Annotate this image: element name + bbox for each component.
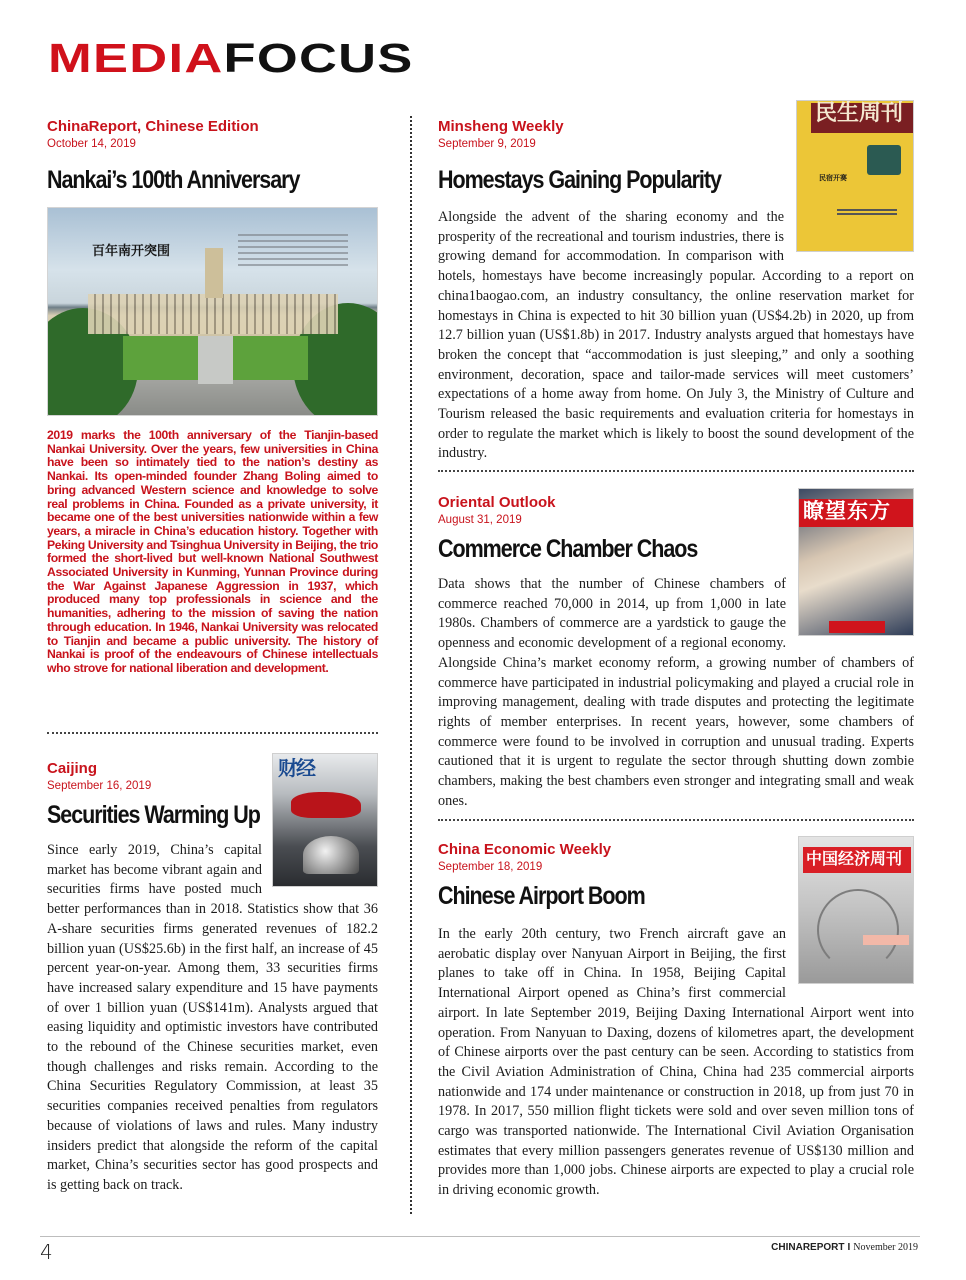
article-date: October 14, 2019 (47, 138, 136, 150)
article-body: Since early 2019, China’s capital market has become vibrant again and securities firms have posted much better performances than in 2018. Statistics show that 36 A-share securities firms generated revenues of 182.2 billion yuan (US$25.6b) in the first half, an increase of 45 percent year-on-year. Among them, 33 securities firms have increased salary expenditure and 15 have payments of over 1 billion yuan (US$141m). Analysts argued that easing liquidity and optimistic investors have contributed to the rebound of the Chinese securities market, even though challenges and risks remain. According to the China Securities Regulatory Commission, at least 35 securities companies received penalties from regulators because of violations of laws and rules. Many industry insiders predict that alongside the reform of the capital market, China’s securities sector has good prospects and is getting back on track. (47, 842, 378, 1193)
bell-illustration (303, 836, 359, 874)
article-source: China Economic Weekly (438, 841, 612, 858)
footer-separator: I (847, 1242, 851, 1253)
cover-logo: 民生周刊 (815, 100, 904, 126)
minsheng-cover-image (796, 100, 914, 252)
footer-brand: CHINAREPORT (771, 1242, 845, 1253)
cover-logo: 瞭望东方 (803, 498, 891, 523)
article-body-container (438, 488, 914, 811)
cover-title: 民宿开赛 (819, 174, 847, 182)
footer-rule (40, 1236, 920, 1237)
article-headline: Chinese Airport Boom (438, 882, 645, 910)
section-divider (438, 470, 914, 472)
article-body: Data shows that the number of Chinese chambers of commerce reached 70,000 in 2014, up from 1,000 in late 1980s. Chambers of commerce are a yardstick to gauge the openness and economic development of a regional economy. Alongside China’s market economy reform, a growing number of chambers of commerce have participated in industrial policymaking and played a crucial role in improving management, dealing with trade disputes and protecting the legitimate rights of member enterprises. In recent years, however, some chambers of commerce were found to be involved in corruption and unusual trading. Experts cautioned that it is urgent to regulate the sector through shutting down zombie chambers, making the best chambers even stronger and integrating small and weak ones. (438, 576, 914, 809)
masthead-focus: FOCUS (223, 35, 414, 81)
article-body-container (438, 836, 914, 1201)
article-source: Oriental Outlook (438, 494, 556, 511)
section-divider (47, 732, 378, 734)
article-headline: Nankai’s 100th Anniversary (47, 166, 300, 194)
article-headline: Commerce Chamber Chaos (438, 535, 698, 563)
article-headline: Securities Warming Up (47, 801, 260, 829)
footer-publication (771, 1242, 918, 1253)
china-economic-weekly-cover-image (798, 836, 914, 984)
article-date: September 16, 2019 (47, 780, 152, 792)
section-divider (438, 819, 914, 821)
footer-issue: November 2019 (853, 1242, 918, 1253)
column-divider (410, 116, 412, 1214)
caijing-cover-image (272, 753, 378, 887)
masthead-media: MEDIA (48, 35, 224, 81)
article-source: ChinaReport, Chinese Edition (47, 118, 259, 135)
article-source: Caijing (47, 760, 98, 777)
article-body: Alongside the advent of the sharing economy and the prosperity of the recreational and tourism industries, there is growing demand for accommodation. In comparison with hotels, homestays have become increasingly popular. According to a report on china1baogao.com, an industry consultancy, the online reservation market for homestays in China is expected to hit 30 billion yuan (US$4.2b) in 2020, up from 12.7 billion yuan (US$1.8b) in 2017. Industry analysts argued that homestays have broken the concept that “accommodation is just sleeping,” and only a soothing environment, decoration, space and tailor-made services will meet customers’ expectations of a home away from home. On July 3, the Ministry of Culture and Tourism released the basic requirements and evaluation criteria for homestays in order to regulate the market which is likely to boost the sound development of the industry. (438, 209, 914, 462)
article-body-container (438, 100, 914, 464)
article-date: September 9, 2019 (438, 138, 536, 150)
cover-logo: 财经 (278, 756, 314, 780)
oriental-outlook-cover-image (798, 488, 914, 636)
photo-caption: 百年南开突围 (92, 244, 171, 259)
cover-logo: 中国经济周刊 (806, 849, 903, 868)
photo-caption-text-lines (238, 230, 348, 270)
article-date: September 18, 2019 (438, 861, 543, 873)
page-number: 4 (40, 1240, 53, 1264)
article-body-container (47, 753, 378, 1196)
masthead-logo (48, 35, 414, 81)
article-body: In the early 20th century, two French aircraft gave an aerobatic display over Nanyuan Airport in Beijing, the first planes to take off in China. In 1958, Beijing Capital International Airport opened as China’s first commercial airport. In late September 2019, Beijing Daxing International Airport went into operation. From Nanyuan to Daxing, dozens of kilometres apart, the development of Chinese airports over the past century can be seen. According to statistics from the Civil Aviation Administration of China, China had 235 commercial airports nationwide and 174 under maintenance or construction in 2018, up from just 70 in 1978. In 2017, 550 million flight tickets were sold and over seven million tons of cargo was transported nationwide. The International Civil Aviation Organisation estimates that every million passengers generates revenue of US$130 million and provides more than 1,000 jobs. Chinese airports are expected to play a crucial role in driving economic growth. (438, 926, 914, 1199)
nankai-campus-photo (47, 207, 378, 416)
article-date: August 31, 2019 (438, 514, 522, 526)
article-headline: Homestays Gaining Popularity (438, 166, 721, 194)
article-body: 2019 marks the 100th anniversary of the Tianjin-based Nankai University. Over the years, few universities in China have been so intimately tied to the nation’s destiny as Nankai. Its open-minded founder Zhang Boling aimed to bring advanced Western science and knowledge to solve real problems in China. Founded as a private university, it became one of the best universities nationwide within a few years, a miracle in China’s education history. Together with Peking University and Tsinghua University in Beijing, the trio formed the short-lived but well-known National Southwest Associated University in Kunming, Yunnan Province during the War Against Japanese Aggression in 1937, which produced many top professionals in science and the humanities, adhering to the mission of saving the nation through education. In 1946, Nankai University was relocated to Tianjin and became a public university. The history of Nankai is proof of the endeavours of Chinese intellectuals who strove for national liberation and development. (47, 428, 378, 675)
article-source: Minsheng Weekly (438, 118, 564, 135)
